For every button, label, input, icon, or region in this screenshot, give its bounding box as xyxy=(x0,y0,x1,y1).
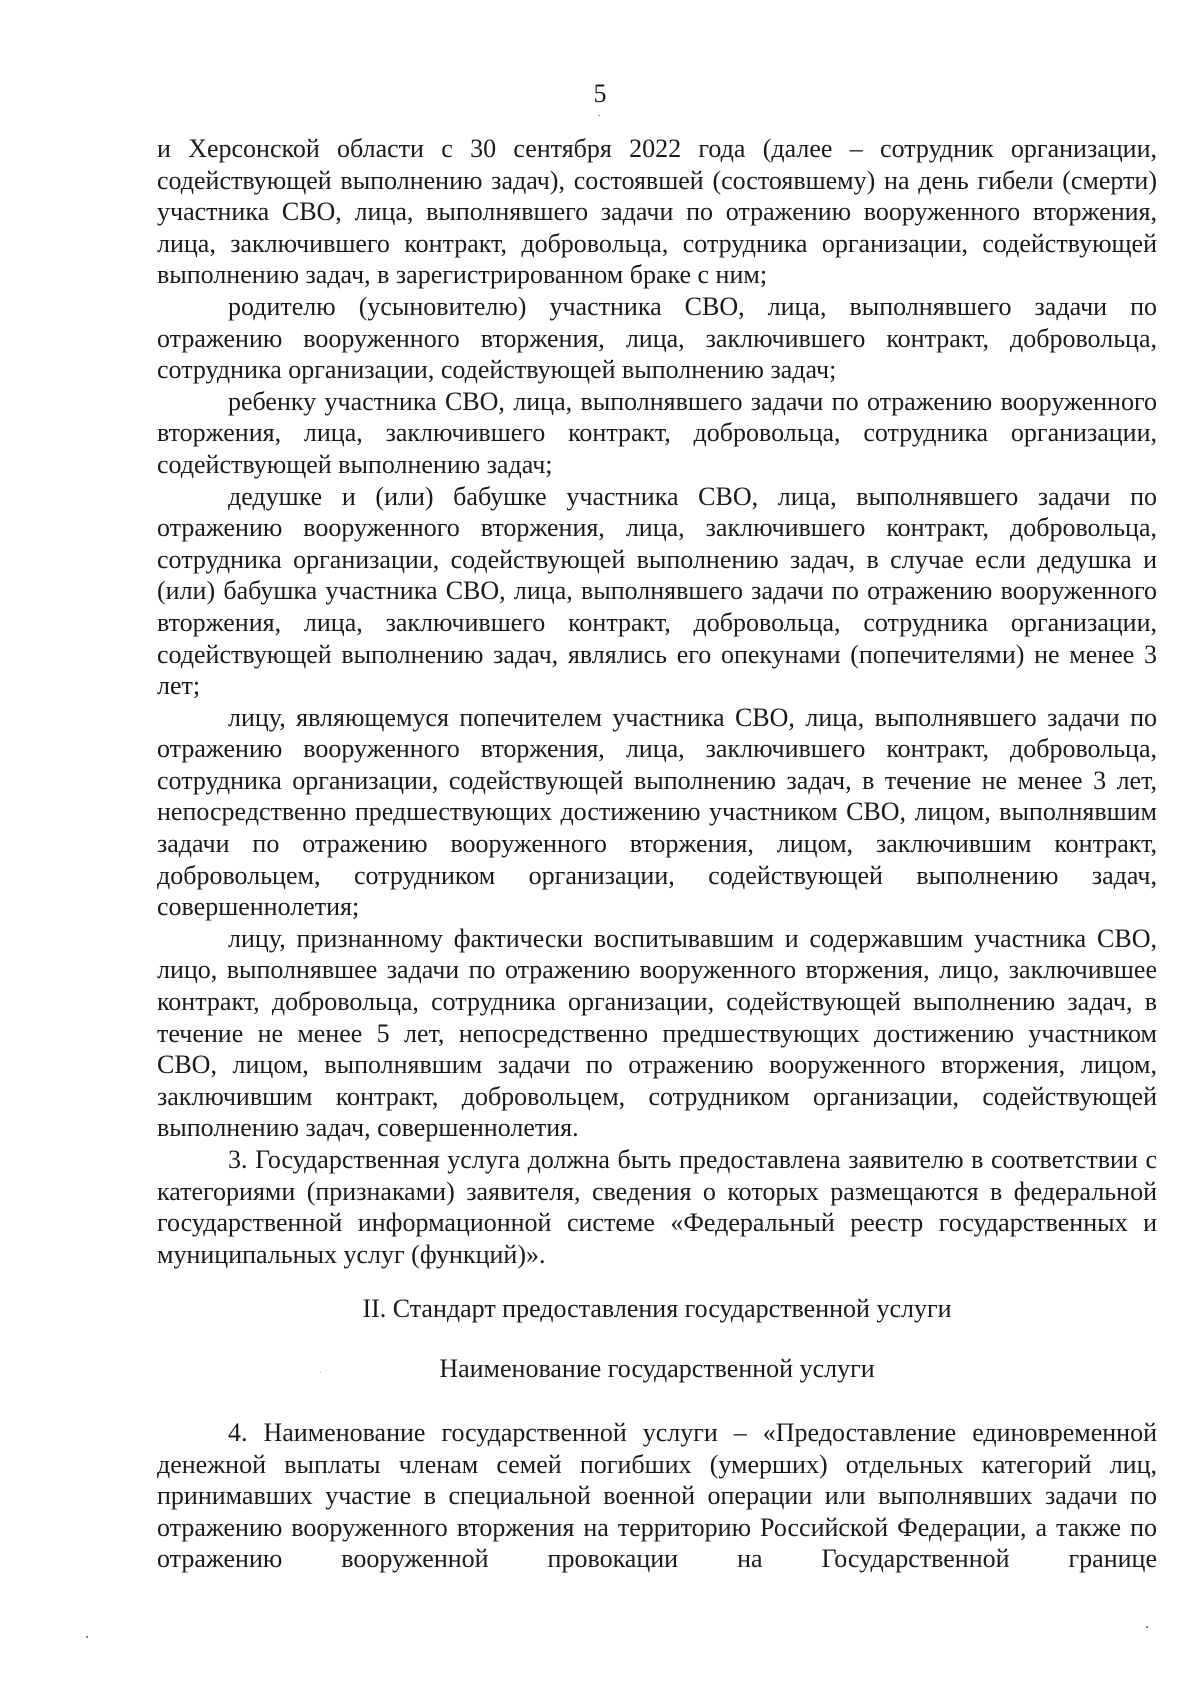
subsection-heading: Наименование государственной услуги xyxy=(439,1354,875,1383)
scan-speck xyxy=(86,1636,88,1638)
document-body xyxy=(157,133,1157,1270)
scan-speck xyxy=(320,1372,321,1373)
paragraph-guardian: лицу, являющемуся попечителем участника СВО, лица, выполнявшего задачи по отражению вооруженного вторжения, лица, заключившего контракт, добровольца, сотрудника организации, содействующей выполнению задач, в течение не менее 3 лет, непосредственно предшествующих достижению участником СВО, лицом, выполнявшим задачи по отражению вооруженного вторжения, лицом, заключившим контракт, добровольцем, сотрудником организации, содействующей выполнению задач, совершеннолетия; xyxy=(157,702,1157,922)
paragraph-foster-caregiver: лицу, признанному фактически воспитывавшим и содержавшим участника СВО, лицо, выполнявшее задачи по отражению вооруженного вторжения, лицо, заключившее контракт, добровольца, сотрудника организации, содействующей выполнению задач, в течение не менее 5 лет, непосредственно предшествующих достижению участником СВО, лицом, выполнявшим задачи по отражению вооруженного вторжения, лицом, заключившим контракт, добровольцем, сотрудником организации, содействующей выполнению задач, совершеннолетия. xyxy=(157,923,1157,1143)
document-body-continued xyxy=(157,1417,1157,1575)
paragraph-item-4: 4. Наименование государственной услуги – «Предоставление единовременной денежной выплаты членам семей погибших (умерших) отдельных категорий лиц, принимавших участие в специальной военной операции или выполнявших задачи по отражению вооруженного вторжения на территорию Российской Федерации, а также по отражению вооруженной провокации на Государственной границе xyxy=(157,1418,1157,1574)
page-number: 5 xyxy=(593,79,607,108)
scan-speck xyxy=(1146,1626,1148,1628)
paragraph-parent: родителю (усыновителю) участника СВО, лица, выполнявшего задачи по отражению вооруженного вторжения, лица, заключившего контракт, добровольца, сотрудника организации, содействующей выполнению задач; xyxy=(157,291,1157,385)
paragraph-grandparent: дедушке и (или) бабушке участника СВО, лица, выполнявшего задачи по отражению вооруженного вторжения, лица, заключившего контракт, добровольца, сотрудника организации, содействующей выполнению задач, в случае если дедушка и (или) бабушка участника СВО, лица, выполнявшего задачи по отражению вооруженного вторжения, лица, заключившего контракт, добровольца, сотрудника организации, содействующей выполнению задач, являлись его опекунами (попечителями) не менее 3 лет; xyxy=(157,481,1157,701)
scan-speck xyxy=(598,115,600,116)
paragraph-item-3: 3. Государственная услуга должна быть предоставлена заявителю в соответствии с категориями (признаками) заявителя, сведения о которых размещаются в федеральной государственной информационной системе «Федеральный реестр государственных и муниципальных услуг (функций)». xyxy=(157,1145,1157,1269)
section-heading: II. Стандарт предоставления государственной услуги xyxy=(362,1294,952,1323)
paragraph-child: ребенку участника СВО, лица, выполнявшего задачи по отражению вооруженного вторжения, лица, заключившего контракт, добровольца, сотрудника организации, содействующей выполнению задач; xyxy=(157,386,1157,479)
paragraph-spouse-continuation: и Херсонской области с 30 сентября 2022 года (далее – сотрудник организации, содействующей выполнению задач), состоявшей (состоявшему) на день гибели (смерти) участника СВО, лица, выполнявшего задачи по отражению вооруженного вторжения, лица, заключившего контракт, добровольца, сотрудника организации, содействующей выполнению задач, в зарегистрированном браке с ним; xyxy=(157,134,1157,290)
